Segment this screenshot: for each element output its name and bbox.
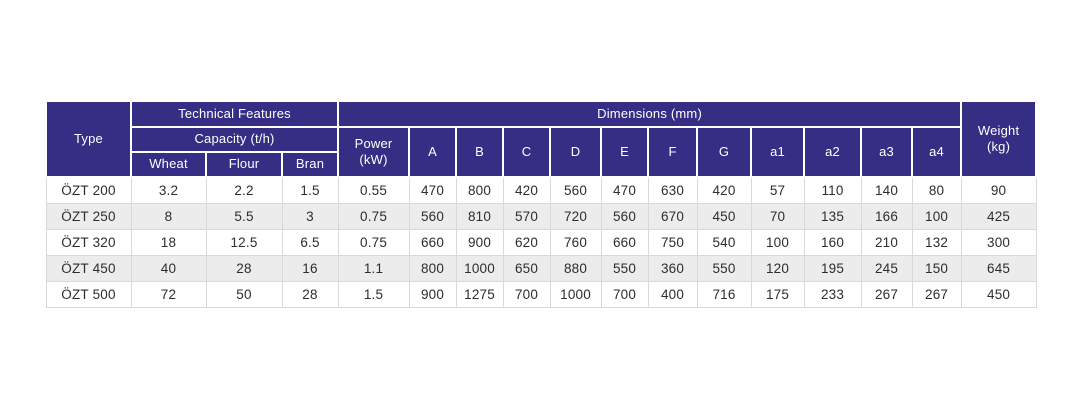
weight-label-line1: Weight [977, 122, 1020, 138]
value-cell: 570 [503, 204, 550, 230]
value-cell: 400 [648, 282, 697, 308]
value-cell: 210 [861, 230, 912, 256]
col-header-dim-a1: a1 [751, 127, 804, 177]
table-row [46, 204, 1036, 230]
value-cell: 560 [601, 204, 648, 230]
value-cell: 760 [550, 230, 601, 256]
table-row [46, 230, 1036, 256]
value-cell: 620 [503, 230, 550, 256]
value-cell: 0.55 [338, 177, 409, 204]
value-cell: 750 [648, 230, 697, 256]
col-header-dim-a3: a3 [861, 127, 912, 177]
col-header-flour: Flour [206, 152, 282, 177]
value-cell: 1000 [550, 282, 601, 308]
col-header-dimensions: Dimensions (mm) [338, 101, 961, 127]
value-cell: 2.2 [206, 177, 282, 204]
value-cell: 560 [409, 204, 456, 230]
col-header-capacity: Capacity (t/h) [131, 127, 338, 152]
value-cell: 245 [861, 256, 912, 282]
col-header-dim-a4: a4 [912, 127, 961, 177]
value-cell: 8 [131, 204, 206, 230]
value-cell: 100 [751, 230, 804, 256]
table-row [46, 282, 1036, 308]
col-header-weight [961, 101, 1036, 177]
value-cell: 57 [751, 177, 804, 204]
value-cell: 267 [861, 282, 912, 308]
value-cell: 28 [206, 256, 282, 282]
value-cell: 12.5 [206, 230, 282, 256]
weight-label-line2: (kg) [986, 139, 1011, 154]
value-cell: 360 [648, 256, 697, 282]
value-cell: 550 [697, 256, 751, 282]
value-cell: 150 [912, 256, 961, 282]
col-header-dim-d: D [550, 127, 601, 177]
value-cell: 420 [697, 177, 751, 204]
value-cell: 233 [804, 282, 861, 308]
value-cell: 1.5 [338, 282, 409, 308]
header-row-groups [46, 101, 1036, 127]
value-cell: 630 [648, 177, 697, 204]
value-cell: 450 [697, 204, 751, 230]
col-header-dim-c: C [503, 127, 550, 177]
value-cell: 900 [409, 282, 456, 308]
value-cell: 540 [697, 230, 751, 256]
value-cell: 18 [131, 230, 206, 256]
power-label [341, 136, 406, 169]
col-header-dim-a: A [409, 127, 456, 177]
type-cell: ÖZT 200 [46, 177, 131, 204]
table-row [46, 177, 1036, 204]
header-row-subgroups [46, 127, 1036, 152]
table-body [46, 177, 1036, 308]
col-header-dim-a2: a2 [804, 127, 861, 177]
weight-label [964, 123, 1033, 156]
value-cell: 1000 [456, 256, 503, 282]
value-cell: 5.5 [206, 204, 282, 230]
value-cell: 90 [961, 177, 1036, 204]
value-cell: 880 [550, 256, 601, 282]
value-cell: 800 [409, 256, 456, 282]
value-cell: 132 [912, 230, 961, 256]
table-header [46, 101, 1036, 177]
value-cell: 645 [961, 256, 1036, 282]
value-cell: 1275 [456, 282, 503, 308]
product-spec-table [45, 100, 1037, 308]
value-cell: 6.5 [282, 230, 338, 256]
power-label-line1: Power [354, 135, 393, 151]
table-row [46, 256, 1036, 282]
value-cell: 16 [282, 256, 338, 282]
spec-table-container [45, 100, 1035, 308]
type-cell: ÖZT 320 [46, 230, 131, 256]
col-header-dim-g: G [697, 127, 751, 177]
value-cell: 470 [409, 177, 456, 204]
value-cell: 700 [503, 282, 550, 308]
value-cell: 100 [912, 204, 961, 230]
value-cell: 800 [456, 177, 503, 204]
col-header-dim-e: E [601, 127, 648, 177]
value-cell: 28 [282, 282, 338, 308]
value-cell: 110 [804, 177, 861, 204]
value-cell: 716 [697, 282, 751, 308]
value-cell: 425 [961, 204, 1036, 230]
value-cell: 120 [751, 256, 804, 282]
col-header-wheat: Wheat [131, 152, 206, 177]
value-cell: 195 [804, 256, 861, 282]
value-cell: 700 [601, 282, 648, 308]
col-header-type: Type [46, 101, 131, 177]
value-cell: 175 [751, 282, 804, 308]
value-cell: 70 [751, 204, 804, 230]
value-cell: 80 [912, 177, 961, 204]
value-cell: 135 [804, 204, 861, 230]
value-cell: 3.2 [131, 177, 206, 204]
value-cell: 420 [503, 177, 550, 204]
type-cell: ÖZT 500 [46, 282, 131, 308]
value-cell: 660 [601, 230, 648, 256]
value-cell: 3 [282, 204, 338, 230]
value-cell: 470 [601, 177, 648, 204]
value-cell: 0.75 [338, 230, 409, 256]
value-cell: 160 [804, 230, 861, 256]
type-cell: ÖZT 250 [46, 204, 131, 230]
value-cell: 140 [861, 177, 912, 204]
col-header-dim-b: B [456, 127, 503, 177]
value-cell: 1.1 [338, 256, 409, 282]
value-cell: 1.5 [282, 177, 338, 204]
col-header-power [338, 127, 409, 177]
col-header-technical-features: Technical Features [131, 101, 338, 127]
value-cell: 300 [961, 230, 1036, 256]
value-cell: 560 [550, 177, 601, 204]
value-cell: 40 [131, 256, 206, 282]
value-cell: 810 [456, 204, 503, 230]
value-cell: 670 [648, 204, 697, 230]
value-cell: 166 [861, 204, 912, 230]
type-cell: ÖZT 450 [46, 256, 131, 282]
value-cell: 660 [409, 230, 456, 256]
value-cell: 0.75 [338, 204, 409, 230]
value-cell: 900 [456, 230, 503, 256]
value-cell: 550 [601, 256, 648, 282]
value-cell: 50 [206, 282, 282, 308]
value-cell: 450 [961, 282, 1036, 308]
value-cell: 650 [503, 256, 550, 282]
value-cell: 720 [550, 204, 601, 230]
col-header-bran: Bran [282, 152, 338, 177]
value-cell: 72 [131, 282, 206, 308]
value-cell: 267 [912, 282, 961, 308]
col-header-dim-f: F [648, 127, 697, 177]
power-label-line2: (kW) [359, 152, 388, 167]
